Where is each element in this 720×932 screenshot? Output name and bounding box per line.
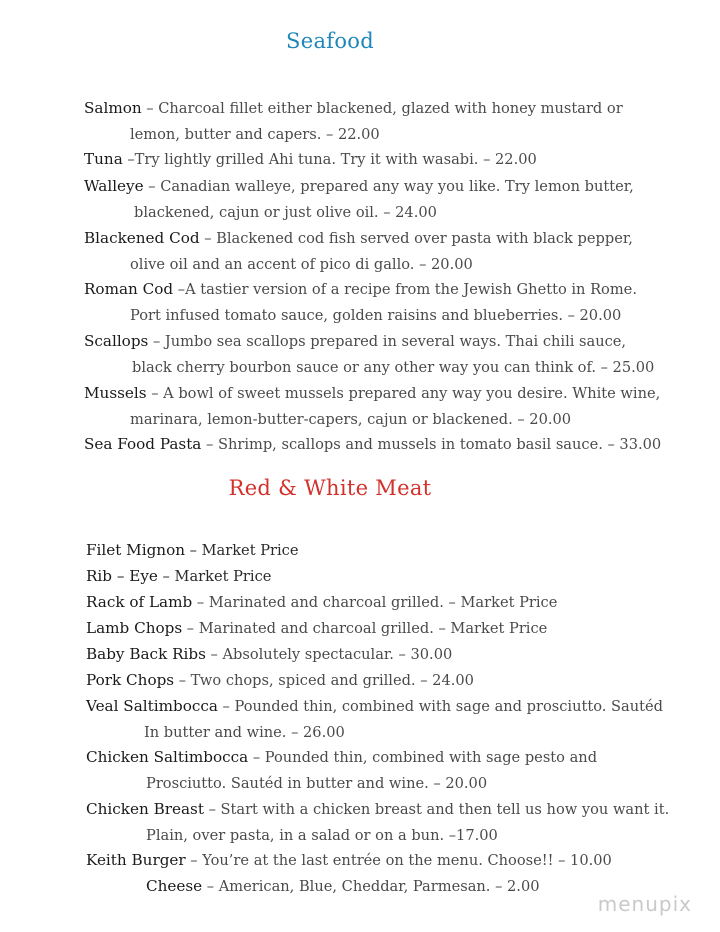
item-description: – Two chops, spiced and grilled. – 24.00	[174, 672, 474, 689]
item-description: – Shrimp, scallops and mussels in tomato basil sauce. – 33.00	[201, 436, 662, 453]
menu-item-cheese	[146, 877, 540, 896]
item-name: Chicken Breast	[86, 800, 204, 818]
menu-item-keith-burger	[86, 851, 612, 870]
menu-item-lamb-chops	[86, 619, 547, 638]
item-description: – American, Blue, Cheddar, Parmesan. – 2.00	[202, 878, 540, 895]
item-description: –A tastier version of a recipe from the Jewish Ghetto in Rome.	[173, 281, 637, 298]
menu-item-sea-food-pasta	[84, 435, 661, 454]
red-white-meat-heading: Red & White Meat	[228, 476, 432, 500]
item-description: – Jumbo sea scallops prepared in several ways. Thai chili sauce,	[148, 333, 627, 350]
item-description: –Try lightly grilled Ahi tuna. Try it with wasabi. – 22.00	[122, 151, 537, 168]
item-description: – Marinated and charcoal grilled. – Market Price	[182, 620, 548, 637]
item-name: Baby Back Ribs	[86, 645, 206, 663]
item-description: – Absolutely spectacular. – 30.00	[205, 646, 453, 663]
item-description-cont: black cherry bourbon sauce or any other way you can think of. – 25.00	[132, 359, 655, 376]
item-description-cont: lemon, butter and capers. – 22.00	[130, 126, 380, 143]
item-description: – Marinated and charcoal grilled. – Market Price	[192, 594, 558, 611]
menu-item-roman-cod	[84, 280, 637, 325]
item-name: Veal Saltimbocca	[86, 697, 218, 715]
item-name: Scallops	[84, 332, 149, 350]
menu-item-salmon	[84, 99, 623, 144]
item-name: Sea Food Pasta	[84, 435, 202, 453]
menu-item-mussels	[84, 384, 660, 429]
item-name: Keith Burger	[86, 851, 186, 869]
item-description: – Blackened cod fish served over pasta with black pepper,	[199, 230, 633, 247]
menu-item-walleye	[84, 177, 634, 222]
item-description: – You’re at the last entrée on the menu. Choose!! – 10.00	[185, 852, 612, 869]
menu-item-tuna	[84, 150, 537, 169]
seafood-heading: Seafood	[286, 29, 374, 53]
menu-item-filet-mignon	[86, 541, 298, 560]
item-description: – A bowl of sweet mussels prepared any way you desire. White wine,	[146, 385, 661, 402]
menu-item-blackened-cod	[84, 229, 633, 274]
item-name: Lamb Chops	[86, 619, 183, 637]
item-name: Blackened Cod	[84, 229, 200, 247]
menu-item-veal-saltimbocca	[86, 697, 663, 742]
item-name: Rib – Eye	[86, 567, 158, 585]
item-description-cont: In butter and wine. – 26.00	[144, 724, 345, 741]
item-name: Salmon	[84, 99, 142, 117]
menu-item-scallops	[84, 332, 654, 377]
item-name: Pork Chops	[86, 671, 175, 689]
item-description: – Start with a chicken breast and then tell us how you want it.	[203, 801, 670, 818]
item-name: Mussels	[84, 384, 147, 402]
menu-item-rack-of-lamb	[86, 593, 557, 612]
item-description: – Charcoal fillet either blackened, glazed with honey mustard or	[141, 100, 623, 117]
item-name: Chicken Saltimbocca	[86, 748, 249, 766]
item-name: Rack of Lamb	[86, 593, 193, 611]
item-name: Tuna	[84, 150, 123, 168]
menu-item-chicken-saltimbocca	[86, 748, 597, 793]
item-description-cont: Plain, over pasta, in a salad or on a bun. –17.00	[146, 827, 498, 844]
item-description: – Canadian walleye, prepared any way you like. Try lemon butter,	[143, 178, 634, 195]
item-description-cont: Port infused tomato sauce, golden raisins and blueberries. – 20.00	[130, 307, 622, 324]
item-description-cont: blackened, cajun or just olive oil. – 24.00	[134, 204, 437, 221]
item-name: Filet Mignon	[86, 541, 186, 559]
item-description: – Pounded thin, combined with sage and prosciutto. Sautéd	[217, 698, 663, 715]
menu-item-chicken-breast	[86, 800, 669, 845]
item-name: Walleye	[84, 177, 144, 195]
item-description-cont: Prosciutto. Sautéd in butter and wine. – 20.00	[146, 775, 488, 792]
menu-item-baby-back-ribs	[86, 645, 452, 664]
item-description: – Pounded thin, combined with sage pesto and	[248, 749, 598, 766]
item-description-cont: marinara, lemon-butter-capers, cajun or blackened. – 20.00	[130, 411, 572, 428]
watermark-logo: menupix	[597, 892, 692, 916]
item-description: – Market Price	[157, 568, 272, 585]
item-name: Roman Cod	[84, 280, 174, 298]
item-description-cont: olive oil and an accent of pico di gallo. – 20.00	[130, 256, 473, 273]
item-description: – Market Price	[185, 542, 299, 559]
menu-item-pork-chops	[86, 671, 474, 690]
item-name: Cheese	[146, 877, 203, 895]
menu-item-rib-eye	[86, 567, 271, 586]
